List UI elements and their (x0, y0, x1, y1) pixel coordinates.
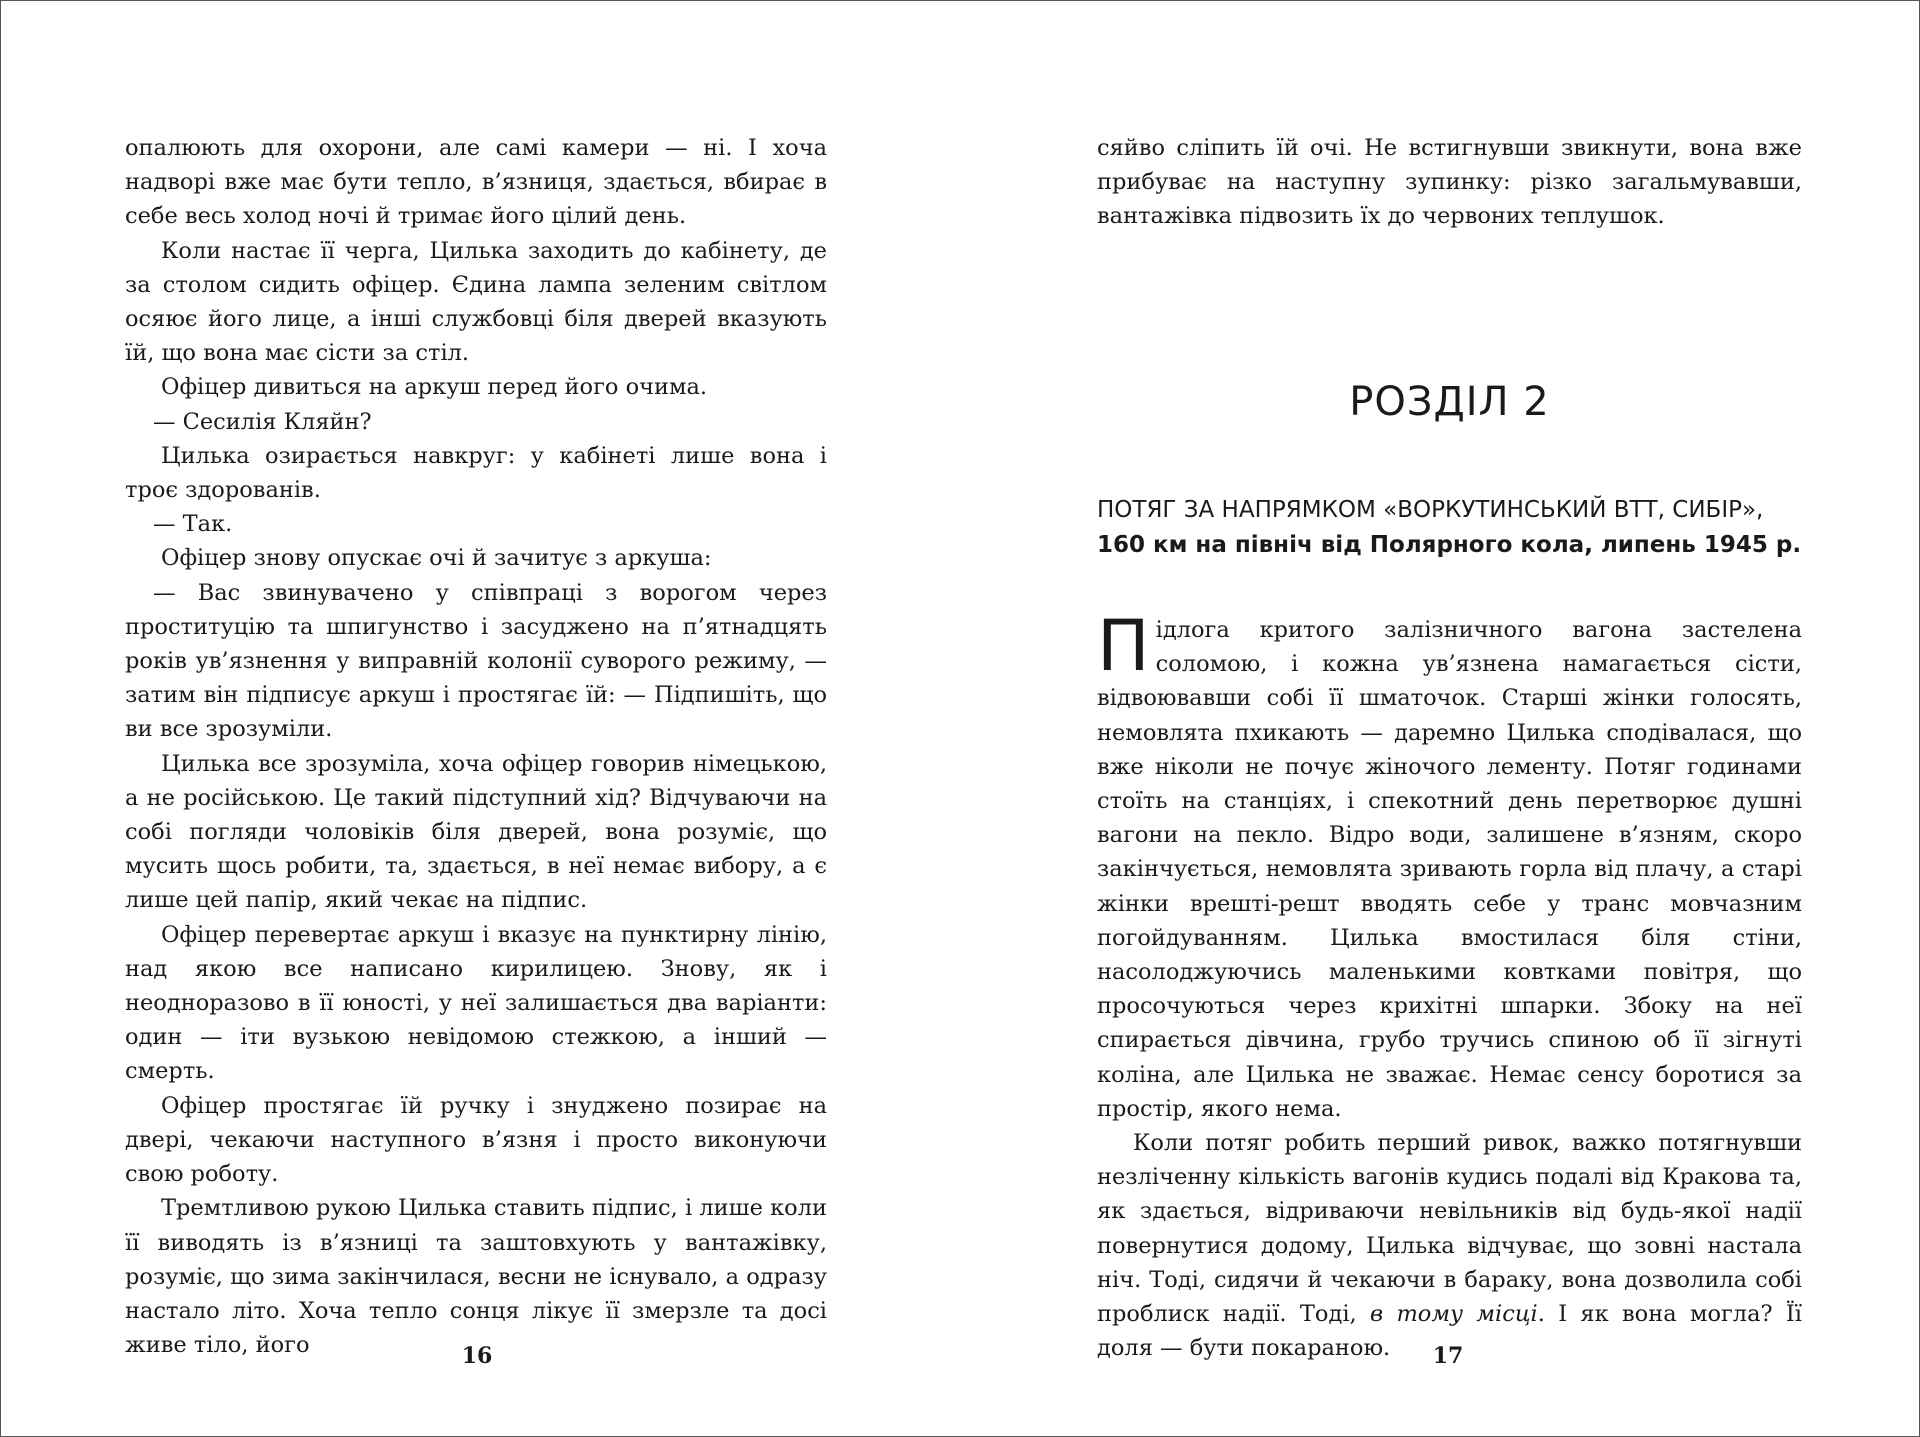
chapter-subtitle (1097, 493, 1802, 563)
drop-cap: П (1097, 605, 1150, 687)
dialog-line: — Так. (153, 511, 233, 538)
paragraph: Цилька озирається навкруг: у кабінеті лише вона і троє здорованів. (125, 442, 827, 504)
paragraph: сяйво сліпить їй очі. Не встигнувши звикнути, вона вже прибуває на наступну зупинку: різко загальмувавши, вантажівка підвозить їх до червоних теплушок. (1097, 135, 1802, 230)
dialog-line: — Вас звинувачено у співпраці з ворогом через проституцію та шпигунство і засуджено на п’ятнадцять років ув’язнення у виправній колонії суворого режиму, — затим він підписує аркуш і простягає їй: — Підпишіть, що ви все зрозуміли. (125, 579, 827, 743)
paragraph: Коли настає її черга, Цилька заходить до кабінету, де за столом сидить офіцер. Єдина лампа зеленим світлом осяює його лице, а інші службовці біля дверей вказують їй, що вона має сісти за стіл. (125, 237, 827, 367)
page-number-right: 17 (1432, 1343, 1464, 1369)
right-page-chapter-text (1097, 605, 1802, 1365)
paragraph: Цилька все зрозуміла, хоча офіцер говорив німецькою, а не російською. Це такий підступний хід? Відчуваючи на собі погляди чоловіків біля дверей, вона розуміє, що мусить щось робити, та, здається, в неї немає вибору, а є лише цей папір, який чекає на підпис. (125, 750, 827, 914)
chapter-subtitle-line-1: ПОТЯГ ЗА НАПРЯМКОМ «ВОРКУТИНСЬКИЙ ВТТ, СИБІР», (1097, 497, 1764, 523)
paragraph: Офіцер простягає їй ручку і знуджено позирає на двері, чекаючи наступного в’язня і просто виконуючи свою роботу. (125, 1092, 827, 1188)
paragraph: Тремтливою рукою Цилька ставить підпис, і лише коли її виводять із в’язниці та заштовхують у вантажівку, розуміє, що зима закінчилася, весни не існувало, а одразу настало літо. Хоча тепло сонця лікує її змерзле та досі живе тіло, його (125, 1195, 827, 1359)
first-paragraph-text: ідлога критого залізничного вагона застелена соломою, і кожна ув’язнена намагається сісти, відвоювавши собі її шматочок. Старші жінки голосять, немовлята пхикають — даремно Цилька сподівалася, що вже ніколи не почує жіночого лементу. Потяг годинами стоїть на станціях, і спекотний день перетворює душні вагони на пекло. Відро води, залишене в’язням, скоро закінчується, немовлята зривають горла від плачу, а старі жінки врешті-решт вводять себе у транс мовчазним погойдуванням. Цилька вмостилася біля стіни, насолоджуючись маленькими ковтками повітря, що просочуються через крихітні шпарки. Збоку на неї спирається дівчина, грубо тручись спиною об її зігнуті коліна, але Цилька не зважає. Немає сенсу боротися за простір, якого нема. (1097, 617, 1802, 1122)
paragraph-end: . І як вона могла? Її доля — бути покараною. (1097, 1301, 1802, 1362)
chapter-subtitle-line-2: 160 км на північ від Полярного кола, липень 1945 р. (1097, 532, 1802, 558)
paragraph: Офіцер дивиться на аркуш перед його очима. (161, 374, 708, 401)
paragraph: опалюють для охорони, але самі камери — ні. І хоча надворі вже має бути тепло, в’язниця, здається, вбирає в себе весь холод ночі й тримає його цілий день. (125, 135, 827, 230)
dialog-line: — Сесилія Кляйн? (153, 408, 372, 435)
paragraph: Офіцер перевертає аркуш і вказує на пунктирну лінію, над якою все написано кирилицею. Знову, як і неодноразово в її юності, у неї залишається два варіанти: один — іти вузькою невідомою стежкою, а інший — смерть. (125, 921, 827, 1085)
italic-phrase: в тому місці (1370, 1301, 1538, 1328)
left-page-text (125, 131, 827, 1362)
paragraph (1097, 1126, 1802, 1365)
paragraph-start: Коли потяг робить перший ривок, важко потягнувши незліченну кількість вагонів кудись подалі від Кракова та, як здається, відриваючи невільників від будь-якої надії повернутися додому, Цилька відчуває, що зовні настала ніч. Тоді, сидячи й чекаючи в бараку, вона дозволила собі проблиск надії. Тоді, (1097, 1130, 1802, 1328)
first-paragraph (1097, 605, 1802, 1126)
paragraph: Офіцер знову опускає очі й зачитує з аркуша: (161, 545, 712, 572)
chapter-title: РОЗДІЛ 2 (1349, 379, 1550, 425)
right-page-top-text (1097, 131, 1802, 234)
page-number-left: 16 (461, 1343, 493, 1369)
